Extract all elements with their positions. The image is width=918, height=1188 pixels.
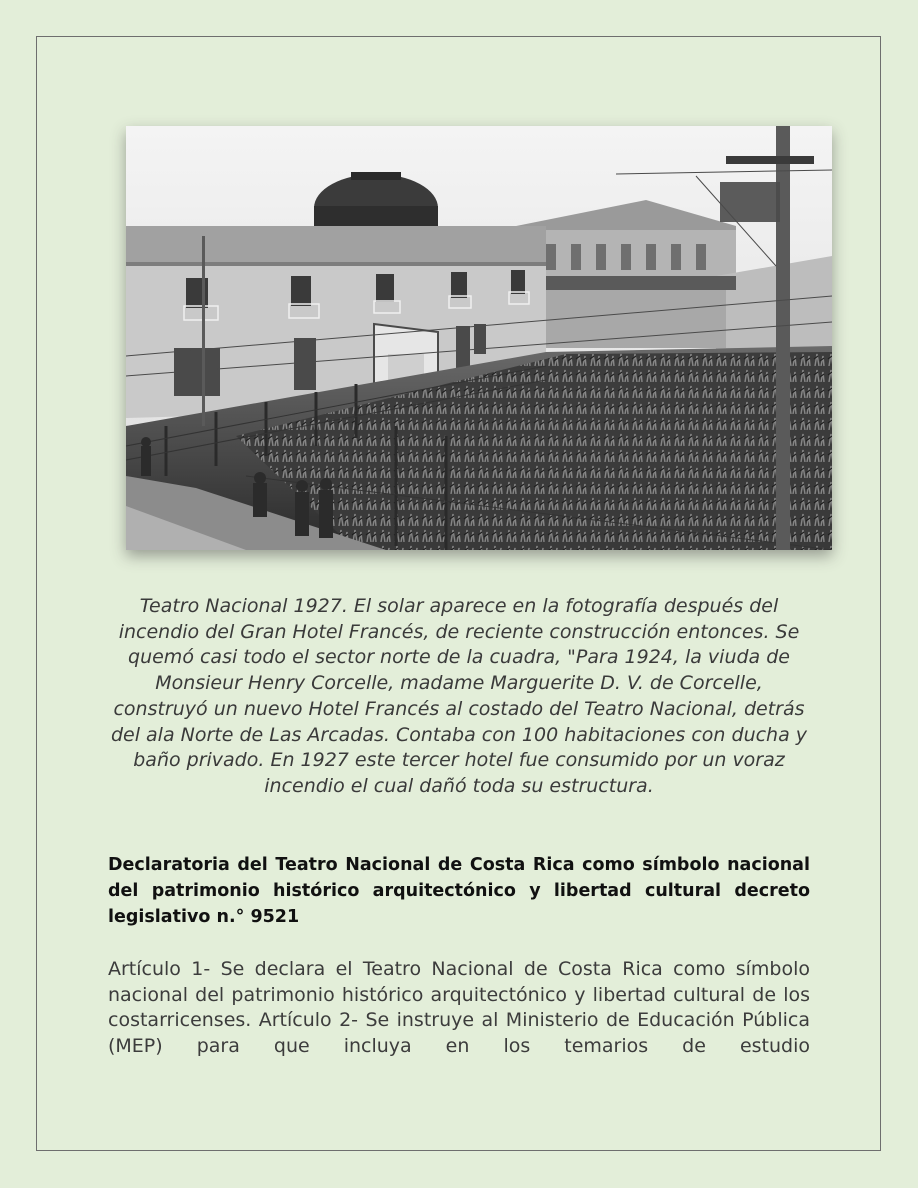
body-paragraph: Artículo 1- Se declara el Teatro Nacional de Costa Rica como símbolo nacional del patrimonio histórico arquitectónico y libertad cultural de los costarricenses. Artículo 2- Se instruye al Ministerio de Educación Pública (MEP) para que incluya en los temarios de estudio (108, 958, 810, 1057)
section-heading: Declaratoria del Teatro Nacional de Costa Rica como símbolo nacional del patrimonio histórico arquitectónico y libertad cultural decreto legislativo n.° 9521 (108, 855, 810, 927)
photo-caption: Teatro Nacional 1927. El solar aparece en la fotografía después del incendio del Gran Hotel Francés, de reciente construcción entonces. Se quemó casi todo el sector norte de la cuadra, "Para 1924, la viuda de Monsieur Henry Corcelle, madame Marguerite D. V. de Corcelle, construyó un nuevo Hotel Francés al costado del Teatro Nacional, detrás del ala Norte de Las Arcadas. Contaba con 100 habitaciones con ducha y baño privado. En 1927 este tercer hotel fue consumido por un voraz incendio el cual dañó toda su estructura. (110, 595, 808, 797)
historic-photo (126, 126, 832, 550)
